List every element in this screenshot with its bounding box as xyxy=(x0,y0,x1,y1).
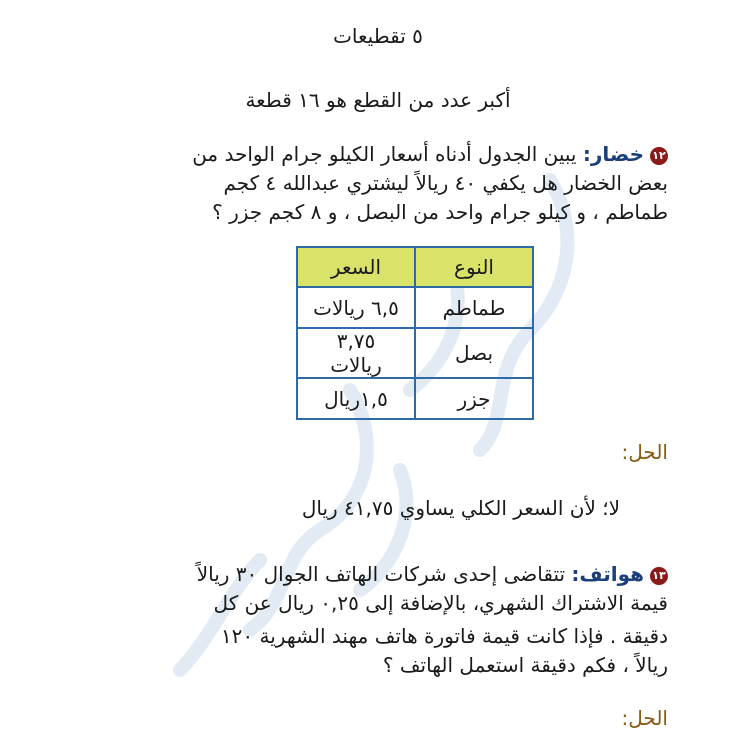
question-12-line-1 xyxy=(108,140,668,169)
table-header-type: النوع xyxy=(415,247,533,287)
table-cell-price: ٦,٥ ريالات xyxy=(297,287,415,328)
question-number-badge: ١٢ xyxy=(650,147,668,165)
question-13-line-4: ريالاً ، فكم دقيقة استعمل الهاتف ؟ xyxy=(382,653,668,677)
solution-label: الحل: xyxy=(621,440,668,464)
intro-line-1: ٥ تقطيعات xyxy=(333,24,423,48)
question-keyword: هواتف: xyxy=(571,562,644,586)
question-number-badge: ١٣ xyxy=(650,567,668,585)
table-cell-type: جزر xyxy=(415,378,533,419)
question-13-line-1 xyxy=(108,560,668,589)
table-header-price: السعر xyxy=(297,247,415,287)
question-keyword: خضار: xyxy=(582,142,644,166)
prices-table xyxy=(296,246,534,420)
intro-line-2: أكبر عدد من القطع هو ١٦ قطعة xyxy=(245,88,511,112)
question-13-line-3: دقيقة . فإذا كانت قيمة فاتورة هاتف مهند الشهرية ١٢٠ xyxy=(220,624,668,648)
question-12-line-2: بعض الخضار هل يكفي ٤٠ ريالاً ليشتري عبدالله ٤ كجم xyxy=(223,171,668,195)
question-12-line-3: طماطم ، و كيلو جرام واحد من البصل ، و ٨ كجم جزر ؟ xyxy=(212,200,668,224)
table-cell-type: طماطم xyxy=(415,287,533,328)
solution-label: الحل: xyxy=(621,706,668,730)
question-text: يبين الجدول أدناه أسعار الكيلو جرام الواحد من xyxy=(192,142,577,166)
table-cell-price: ٣,٧٥ ريالات xyxy=(297,328,415,378)
solution-answer: لا؛ لأن السعر الكلي يساوي ٤١,٧٥ ريال xyxy=(301,496,620,520)
table-header-row xyxy=(297,247,533,287)
table-row xyxy=(297,328,533,378)
table-cell-price: ١,٥ريال xyxy=(297,378,415,419)
table-row xyxy=(297,378,533,419)
question-12 xyxy=(108,140,668,227)
question-13-line-2: قيمة الاشتراك الشهري، بالإضافة إلى ٠,٢٥ ريال عن كل xyxy=(213,591,668,615)
question-13 xyxy=(108,560,668,680)
question-text: تتقاضى إحدى شركات الهاتف الجوال ٣٠ ريالاً xyxy=(196,562,566,586)
table-row xyxy=(297,287,533,328)
table-cell-type: بصل xyxy=(415,328,533,378)
